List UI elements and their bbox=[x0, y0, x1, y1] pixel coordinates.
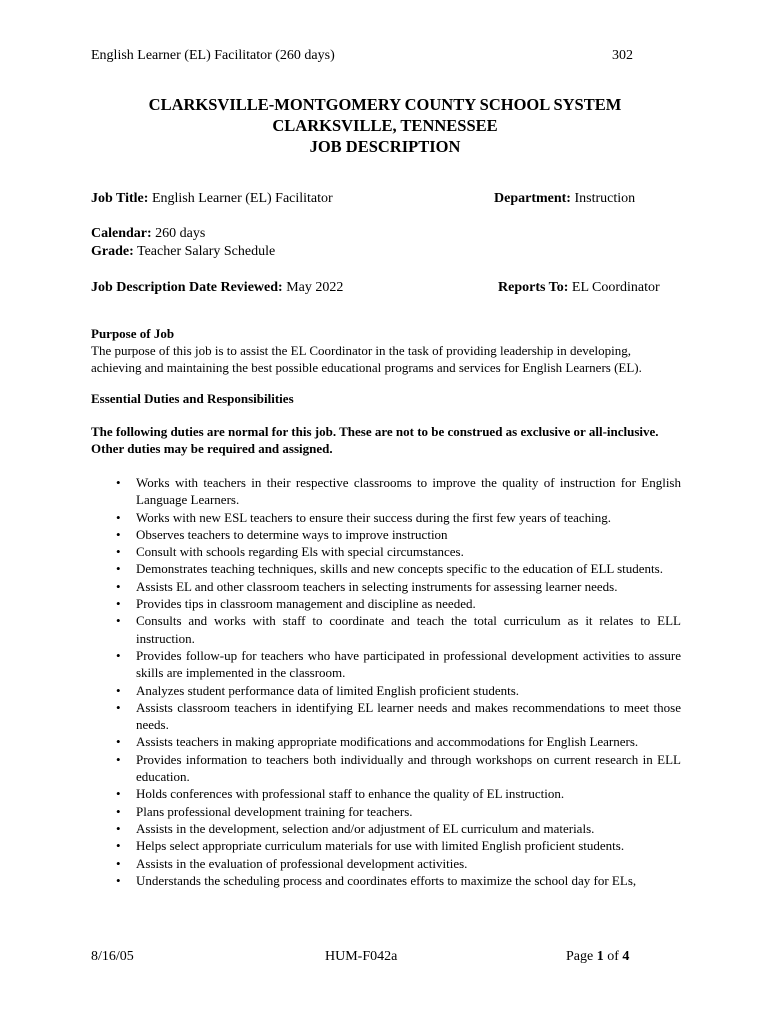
list-item: • Consult with schools regarding Els with special circumstances. bbox=[91, 543, 681, 560]
list-item: • Plans professional development training for teachers. bbox=[91, 803, 681, 820]
duties-heading: Essential Duties and Responsibilities bbox=[91, 391, 294, 406]
grade-value: Teacher Salary Schedule bbox=[137, 244, 276, 259]
footer-form-code: HUM-F042a bbox=[325, 949, 398, 964]
list-item: • Assists in the evaluation of professional development activities. bbox=[91, 855, 681, 872]
list-item: • Assists EL and other classroom teachers in selecting instruments for assessing learner needs. bbox=[91, 578, 681, 595]
purpose-heading: Purpose of Job bbox=[91, 326, 175, 341]
header-number: 302 bbox=[612, 48, 633, 63]
duties-section-heading bbox=[91, 390, 681, 407]
department-label: Department: bbox=[494, 191, 571, 206]
list-item: • Helps select appropriate curriculum materials for use with limited English proficient students. bbox=[91, 837, 681, 854]
reports-to-label: Reports To: bbox=[498, 280, 569, 295]
grade-label: Grade: bbox=[91, 244, 134, 259]
list-item: • Demonstrates teaching techniques, skills and new concepts specific to the education of ELL students. bbox=[91, 560, 681, 577]
purpose-section bbox=[91, 325, 681, 376]
title-line-doc-type: JOB DESCRIPTION bbox=[309, 137, 461, 156]
reports-to-value: EL Coordinator bbox=[571, 280, 660, 295]
page-total: 4 bbox=[622, 949, 630, 964]
page-current: 1 bbox=[596, 949, 604, 964]
list-item: • Provides information to teachers both individually and through workshops on current research in ELL education. bbox=[91, 751, 681, 786]
reports-to-field bbox=[498, 278, 660, 297]
list-item: • Provides follow-up for teachers who have participated in professional development activities to assure skills are implemented in the classroom. bbox=[91, 647, 681, 682]
duties-intro: The following duties are normal for this job. These are not to be construed as exclusive or all-inclusive. Other duties may be required and assigned. bbox=[91, 424, 659, 456]
job-title-value: English Learner (EL) Facilitator bbox=[151, 191, 333, 206]
list-item: • Understands the scheduling process and coordinates efforts to maximize the school day for ELs, bbox=[91, 872, 681, 889]
page-mid: of bbox=[603, 949, 623, 964]
header-document-title: English Learner (EL) Facilitator (260 days) bbox=[91, 48, 335, 63]
duties-intro-block bbox=[91, 423, 681, 457]
list-item: • Holds conferences with professional staff to enhance the quality of EL instruction. bbox=[91, 785, 681, 802]
calendar-field bbox=[91, 224, 205, 243]
footer-date: 8/16/05 bbox=[91, 949, 134, 964]
list-item: • Works with teachers in their respective classrooms to improve the quality of instruction for English Language Learners. bbox=[91, 474, 681, 509]
job-title-field bbox=[91, 189, 333, 208]
list-item: • Assists classroom teachers in identifying EL learner needs and makes recommendations to meet those needs. bbox=[91, 699, 681, 734]
list-item: • Observes teachers to determine ways to improve instruction bbox=[91, 526, 681, 543]
purpose-text: The purpose of this job is to assist the EL Coordinator in the task of providing leadership in developing, achieving and maintaining the best possible educational programs and services for English Learners (EL). bbox=[91, 343, 642, 375]
job-title-label: Job Title: bbox=[91, 191, 149, 206]
calendar-label: Calendar: bbox=[91, 226, 152, 241]
title-line-organization: CLARKSVILLE-MONTGOMERY COUNTY SCHOOL SYSTEM bbox=[148, 95, 622, 114]
list-item: • Analyzes student performance data of limited English proficient students. bbox=[91, 682, 681, 699]
department-field bbox=[494, 189, 635, 208]
title-line-location: CLARKSVILLE, TENNESSEE bbox=[272, 116, 498, 135]
list-item: • Provides tips in classroom management and discipline as needed. bbox=[91, 595, 681, 612]
calendar-value: 260 days bbox=[155, 226, 206, 241]
date-reviewed-label: Job Description Date Reviewed: bbox=[91, 280, 283, 295]
list-item: • Consults and works with staff to coordinate and teach the total curriculum as it relates to ELL instruction. bbox=[91, 612, 681, 647]
date-reviewed-field bbox=[91, 278, 343, 297]
department-value: Instruction bbox=[574, 191, 636, 206]
date-reviewed-value: May 2022 bbox=[286, 280, 344, 295]
list-item: • Assists teachers in making appropriate modifications and accommodations for English Learners. bbox=[91, 733, 681, 750]
list-item: • Works with new ESL teachers to ensure their success during the first few years of teaching. bbox=[91, 509, 681, 526]
footer-page-number bbox=[566, 948, 629, 965]
page-prefix: Page bbox=[566, 949, 597, 964]
duties-list bbox=[91, 474, 681, 889]
document-title-block bbox=[0, 94, 770, 157]
grade-field bbox=[91, 242, 275, 261]
list-item: • Assists in the development, selection and/or adjustment of EL curriculum and materials. bbox=[91, 820, 681, 837]
